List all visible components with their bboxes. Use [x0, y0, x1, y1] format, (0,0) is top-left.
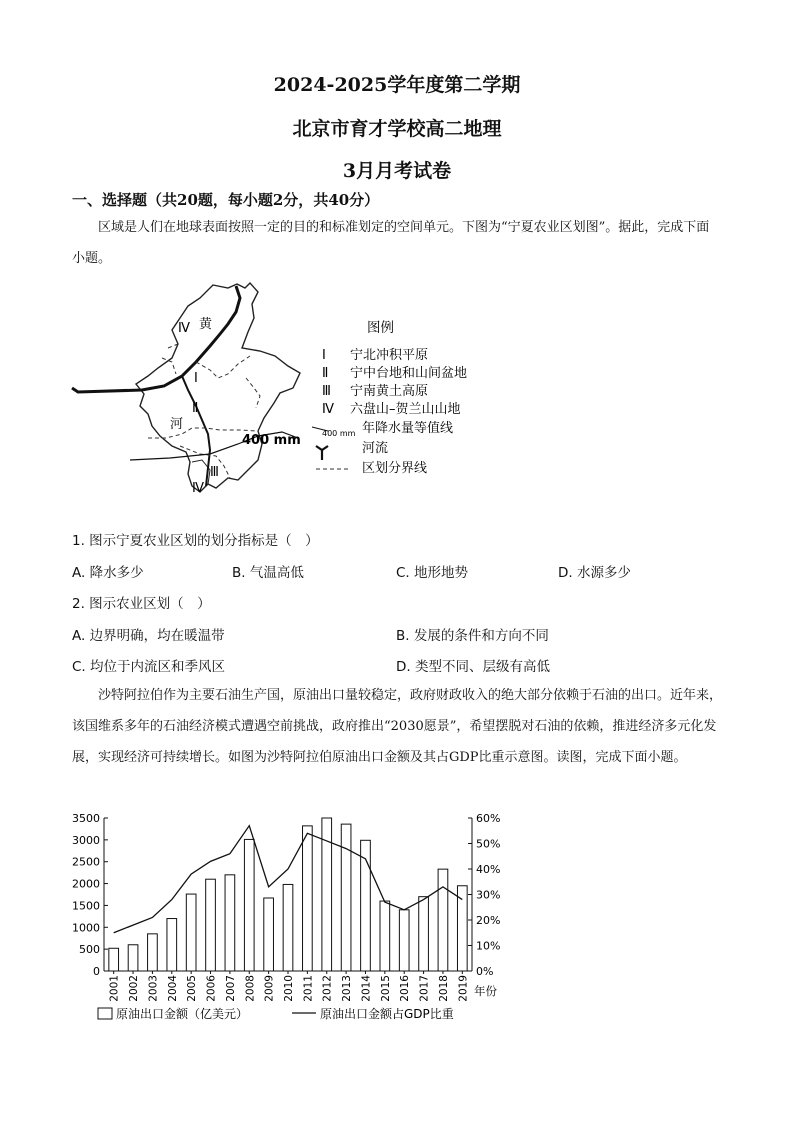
x-tick-label: 2014 — [360, 975, 373, 1002]
section-heading: 一、选择题（共20题，每小题2分，共40分） — [72, 191, 380, 209]
bar-export-2001 — [109, 948, 119, 971]
y-right-tick-label: 60% — [476, 812, 501, 825]
y-left-tick-label: 1000 — [72, 921, 100, 935]
legend-symbol: Ⅱ — [322, 366, 329, 381]
q2-option-a[interactable]: A. 边界明确，均在暖温带 — [72, 628, 225, 644]
y-left-tick-label: 2500 — [72, 855, 100, 869]
legend-text: 区划分界线 — [362, 461, 428, 476]
x-tick-label: 2002 — [128, 975, 141, 1002]
x-tick-label: 2003 — [147, 975, 160, 1002]
yellow-river — [72, 286, 240, 392]
y-right-tick-label: 40% — [476, 863, 501, 876]
x-tick-label: 2010 — [283, 975, 295, 1002]
x-tick-label: 2013 — [341, 975, 354, 1002]
legend-bar-swatch — [98, 1008, 112, 1019]
x-tick-label: 2007 — [224, 975, 237, 1002]
zone-boundary — [196, 356, 250, 378]
bar-export-2015 — [380, 901, 390, 971]
map-region-label: Ⅲ — [210, 465, 219, 480]
y-right-tick-label: 50% — [476, 837, 501, 851]
legend-text: 河流 — [362, 441, 389, 456]
zone-boundary — [246, 378, 260, 408]
map-region-label: Ⅰ — [194, 371, 198, 386]
bar-export-2019 — [457, 886, 467, 971]
legend-line-label: 原油出口金额占GDP比重 — [320, 1007, 454, 1021]
bar-export-2013 — [341, 824, 351, 971]
y-left-tick-label: 0 — [93, 965, 100, 978]
bar-export-2007 — [225, 875, 235, 971]
legend-symbol: Ⅲ — [322, 384, 331, 399]
legend-text: 宁南黄土高原 — [350, 384, 429, 399]
bar-export-2002 — [128, 945, 138, 971]
legend-symbol: Ⅳ — [322, 402, 334, 417]
q2-option-d[interactable]: D. 类型不同、层级有高低 — [396, 659, 550, 675]
q1-option-d[interactable]: D. 水源多少 — [558, 565, 631, 581]
x-tick-label: 2015 — [379, 975, 392, 1002]
legend-river-symbol — [316, 446, 328, 460]
legend-bar-label: 原油出口金额（亿美元） — [116, 1007, 249, 1021]
bar-export-2008 — [244, 839, 254, 971]
x-tick-label: 2009 — [263, 975, 276, 1002]
legend-symbol: Ⅰ — [322, 348, 326, 363]
x-tick-label: 2019 — [457, 975, 470, 1002]
x-tick-label: 2011 — [302, 975, 315, 1002]
y-right-tick-label: 30% — [476, 888, 501, 902]
x-tick-label: 2017 — [418, 975, 431, 1002]
legend-text: 年降水量等值线 — [362, 421, 454, 436]
intro-paragraph-2: 沙特阿拉伯作为主要石油生产国，原油出口量较稳定，政府财政收入的绝大部分依赖于石油的出口。近年来，该国维系多年的石油经济模式遭遇空前挑战，政府推出“2030愿景”，希望摆脱对石油的依赖，推进经济多元化发展，实现经济可持续增长。如图为沙特阿拉伯原油出口金额及其占GDP比重示意图。读图，完成下面小题。 — [72, 688, 723, 765]
y-left-tick-label: 2000 — [72, 877, 100, 891]
q2-option-c[interactable]: C. 均位于内流区和季风区 — [72, 659, 226, 675]
bar-export-2016 — [399, 910, 409, 971]
exam-year-title: 2024-2025学年度第二学期 — [273, 74, 521, 96]
ningxia-agri-zoning-map — [60, 278, 500, 510]
map-river-char: 黄 — [199, 317, 213, 332]
map-region-label: Ⅳ — [192, 481, 204, 496]
bar-export-2009 — [264, 898, 274, 971]
x-tick-label: 2008 — [244, 975, 257, 1002]
y-left-tick-label: 3500 — [72, 812, 100, 825]
intro-paragraph-1: 区域是人们在地球表面按照一定的目的和标准划定的空间单元。下图为“宁夏农业区划图”。据此，完成下面小题。 — [72, 220, 710, 266]
map-isohyet-label: 400 mm — [242, 433, 301, 448]
y-right-tick-label: 0% — [476, 965, 494, 978]
legend-symbol: 400 mm — [322, 429, 356, 438]
x-tick-label: 2001 — [108, 975, 121, 1002]
legend-text: 宁中台地和山间盆地 — [350, 366, 468, 381]
map-region-label: Ⅳ — [178, 321, 190, 336]
bar-export-2018 — [438, 869, 448, 971]
q1-option-c[interactable]: C. 地形地势 — [396, 565, 469, 581]
y-left-tick-label: 1500 — [72, 899, 100, 913]
legend-text: 宁北冲积平原 — [350, 348, 429, 363]
q1-option-b[interactable]: B. 气温高低 — [232, 565, 304, 581]
bar-export-2003 — [148, 934, 158, 971]
y-right-tick-label: 10% — [476, 939, 501, 953]
legend-title: 图例 — [367, 320, 394, 336]
y-right-tick-label: 20% — [476, 914, 501, 927]
tributary-river — [182, 376, 210, 486]
x-tick-label: 2004 — [166, 975, 179, 1002]
question-1-stem: 1. 图示宁夏农业区划的划分指标是（ ） — [72, 533, 319, 549]
exam-name-title: 3月月考试卷 — [342, 160, 452, 182]
q2-option-b[interactable]: B. 发展的条件和方向不同 — [396, 628, 549, 644]
y-left-tick-label: 500 — [79, 943, 100, 957]
map-region-label: Ⅱ — [192, 401, 199, 416]
bar-export-2010 — [283, 884, 293, 971]
q1-option-a[interactable]: A. 降水多少 — [72, 565, 144, 581]
x-tick-label: 2005 — [186, 975, 199, 1002]
bar-export-2011 — [303, 826, 313, 971]
bar-export-2004 — [167, 919, 177, 971]
map-river-char: 河 — [170, 417, 184, 432]
oil-export-chart — [60, 806, 510, 1036]
x-tick-label: 2012 — [321, 975, 334, 1002]
bar-export-2017 — [419, 897, 429, 971]
bar-export-2005 — [186, 894, 196, 971]
x-tick-label: 2016 — [399, 975, 412, 1002]
x-tick-label: 2018 — [437, 975, 450, 1002]
x-axis-label: 年份 — [474, 984, 497, 998]
x-tick-label: 2006 — [205, 975, 218, 1002]
bar-export-2006 — [206, 879, 216, 971]
y-left-tick-label: 3000 — [72, 833, 100, 847]
legend-text: 六盘山–贺兰山山地 — [350, 402, 461, 417]
school-subject-title: 北京市育才学校高二地理 — [292, 118, 502, 140]
question-2-stem: 2. 图示农业区划（ ） — [72, 596, 211, 612]
